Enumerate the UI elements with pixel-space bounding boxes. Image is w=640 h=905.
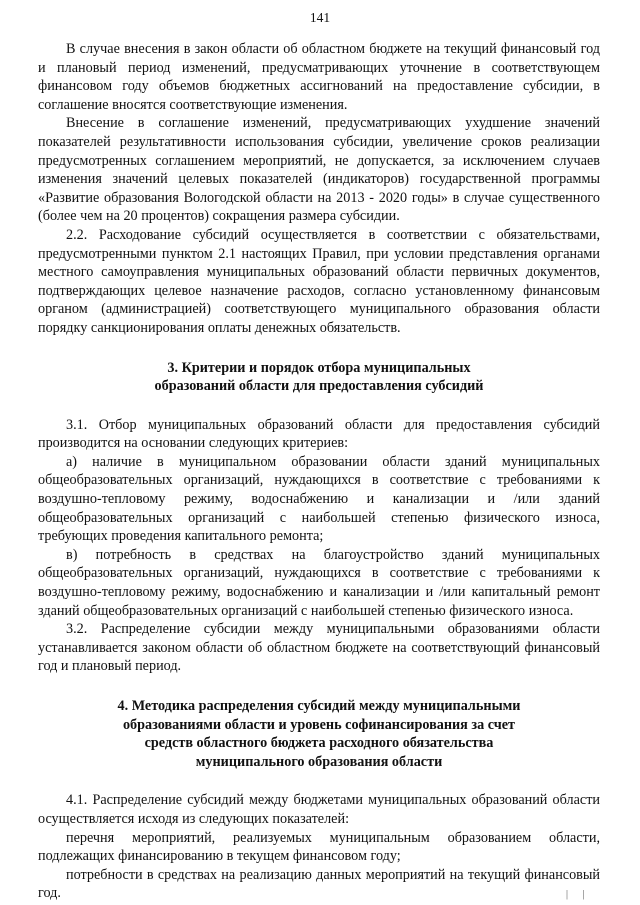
section-4-heading-line: 4. Методика распределения субсидий между муниципальными [117,698,521,714]
section-3-heading-line: 3. Критерии и порядок отбора муниципальных [167,359,471,376]
section-4-heading-line: образованиями области и уровень софинансирования за счет [122,716,516,733]
paragraph-3-2-distribution: 3.2. Распределение субсидии между муниципальными образованиями области устанавливается законом области об областном бюджете на соответствующий финансовый год и плановый период. [38,621,600,675]
paragraph-indicator-needs: потребности в средствах на реализацию данных мероприятий на текущий финансовый год. [38,866,600,902]
section-3-heading [38,359,600,396]
scan-corner-marks: | | [566,889,591,900]
paragraph-budget-changes: В случае внесения в закон области об областном бюджете на текущий финансовый год и плановый период изменений, предусматривающих уточнение в соответствующем финансовом году объемов бюджетных ассигнований на предоставление субсидии, в соглашение вносятся соответствующие изменения. [38,41,600,113]
paragraph-3-1-selection: 3.1. Отбор муниципальных образований области для предоставления субсидий производится на основании следующих критериев: [38,416,600,452]
paragraph-agreement-amendments: Внесение в соглашение изменений, предусматривающих ухудшение значений показателей результативности использования субсидии, увеличение сроков реализации предусмотренных соглашением мероприятий, не допускается, за исключением случаев изменения значений целевых показателей (индикаторов) государственной программы «Развитие образования Вологодской области на 2013 - 2020 годы» в случае существенного (более чем на 20 процентов) сокращения размера субсидии. [38,115,600,225]
page-number: 141 [309,10,331,25]
paragraph-2-2-spending: 2.2. Расходование субсидий осуществляется в соответствии с обязательствами, предусмотренными пунктом 2.1 настоящих Правил, при условии представления органами местного самоуправления муниципальных образований области первичных документов, подтверждающих целевое назначение расходов, согласно установленному финансовым органом (администрацией) соответствующего муниципального образования области порядку санкционирования оплаты денежных обязательств. [38,226,600,336]
paragraph-criterion-v: в) потребность в средствах на благоустройство зданий муниципальных общеобразовательных организаций, нуждающихся в соответствие с требованиями к воздушно-тепловому режиму, водоснабжению и канализации и /или капитальный ремонт зданий общеобразовательных организаций с наибольшей степенью физического износа. [38,546,600,619]
section-4-heading-line: муниципального образования области [195,753,443,770]
paragraph-criterion-a: а) наличие в муниципальном образовании области зданий муниципальных общеобразовательных организаций, нуждающихся в соответствие с требованиями к воздушно-тепловому режиму, водоснабжению и канализации и /или зданий общеобразовательных организаций с наибольшей степенью физического износа, требующих проведения капитального ремонта; [38,453,600,545]
paragraph-indicator-list: перечня мероприятий, реализуемых муниципальным образованием области, подлежащих финансированию в текущем финансовом году; [38,829,600,865]
section-3-heading-line: образований области для предоставления субсидий [154,378,484,395]
section-4-heading-line: средств областного бюджета расходного обязательства [144,735,494,752]
section-4-heading [38,697,600,771]
document-body [38,40,600,903]
paragraph-4-1-distribution: 4.1. Распределение субсидий между бюджетами муниципальных образований области осуществляется исходя из следующих показателей: [38,792,600,827]
